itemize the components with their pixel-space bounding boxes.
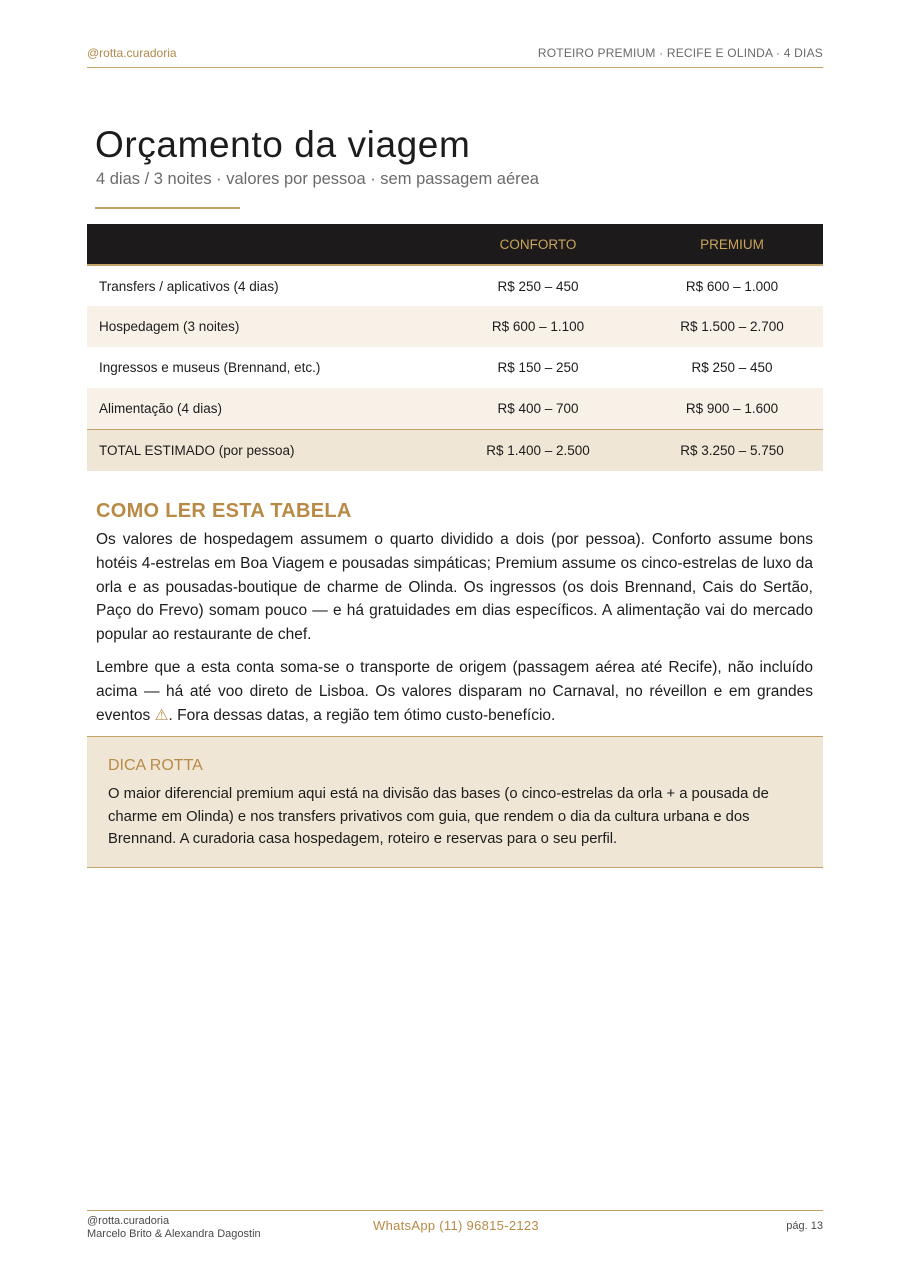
row-premium-value: R$ 250 – 450 [691, 360, 773, 375]
page-footer [87, 1210, 823, 1250]
page-header [87, 46, 823, 68]
table-row [87, 306, 823, 347]
total-conforto-value: R$ 1.400 – 2.500 [435, 429, 641, 471]
footer-whatsapp: WhatsApp (11) 96815-2123 [373, 1218, 539, 1233]
page-number: pág. 13 [786, 1220, 823, 1232]
page-title: Orçamento da viagem [95, 124, 471, 165]
table-total-row [87, 429, 823, 471]
row-premium-value: R$ 1.500 – 2.700 [641, 306, 823, 347]
column-header-premium: PREMIUM [641, 224, 823, 265]
budget-table [87, 224, 823, 471]
tip-title: DICA ROTTA [108, 757, 203, 774]
footer-authors: Marcelo Brito & Alexandra Dagostin [87, 1228, 261, 1240]
table-header-row [87, 224, 823, 265]
column-header-item [87, 224, 435, 265]
table-row [87, 347, 823, 388]
page-subtitle: 4 dias / 3 noites · valores por pessoa · sem passagem aérea [96, 170, 539, 188]
section-paragraph-1: Os valores de hospedagem assumem o quarto dividido a dois (por pessoa). Conforto assume bons hotéis 4-estrelas em Boa Viagem e pousadas simpáticas; Premium assume os cinco-estrelas de luxo da orla e as pousadas-boutique de charme de Olinda. Os ingressos (os dois Brennand, Cais do Sertão, Paço do Frevo) somam pouco — e há gratuidades em dias específicos. A alimentação vai do mercado popular ao restaurante de chef. [96, 531, 813, 644]
row-conforto-value: R$ 400 – 700 [435, 388, 641, 429]
row-label: Hospedagem (3 noites) [87, 306, 435, 347]
row-conforto-value: R$ 150 – 250 [497, 360, 579, 375]
row-premium-value: R$ 600 – 1.000 [685, 278, 779, 294]
row-conforto-value: R$ 250 – 450 [497, 278, 579, 294]
title-divider [95, 207, 240, 209]
total-premium-value: R$ 3.250 – 5.750 [641, 429, 823, 471]
row-label: Transfers / aplicativos (4 dias) [99, 278, 279, 294]
tip-box [87, 736, 823, 868]
total-label: TOTAL ESTIMADO (por pessoa) [87, 429, 435, 471]
section-title: COMO LER ESTA TABELA [96, 500, 352, 522]
row-label: Alimentação (4 dias) [87, 388, 435, 429]
paragraph-2-text-end: . Fora dessas datas, a região tem ótimo custo-benefício. [168, 706, 556, 724]
row-conforto-value: R$ 600 – 1.100 [435, 306, 641, 347]
row-premium-value: R$ 900 – 1.600 [641, 388, 823, 429]
warning-icon: ⚠ [154, 706, 169, 724]
section-paragraph-2 [96, 656, 813, 727]
header-brand: @rotta.curadoria [87, 46, 177, 60]
tip-text: O maior diferencial premium aqui está na divisão das bases (o cinco-estrelas da orla + a pousada de charme em Olinda) e nos transfers privativos com guia, que rendem o dia da cultura urbana e dos Brennand. A curadoria casa hospedagem, roteiro e reservas para o seu perfil. [108, 786, 769, 847]
header-doc-title: ROTEIRO PREMIUM · RECIFE E OLINDA · 4 DIAS [537, 46, 823, 60]
column-header-conforto: CONFORTO [435, 224, 641, 265]
table-row [87, 388, 823, 429]
table-row [87, 265, 823, 306]
row-label: Ingressos e museus (Brennand, etc.) [99, 360, 321, 375]
footer-brand: @rotta.curadoria [87, 1215, 170, 1227]
paragraph-2-text-start: Lembre que a esta conta soma-se o transporte de origem (passagem aérea até Recife), não incluído acima — há até voo direto de Lisboa. Os valores disparam no Carnaval, no réveillon e em grandes eventos [96, 659, 813, 724]
